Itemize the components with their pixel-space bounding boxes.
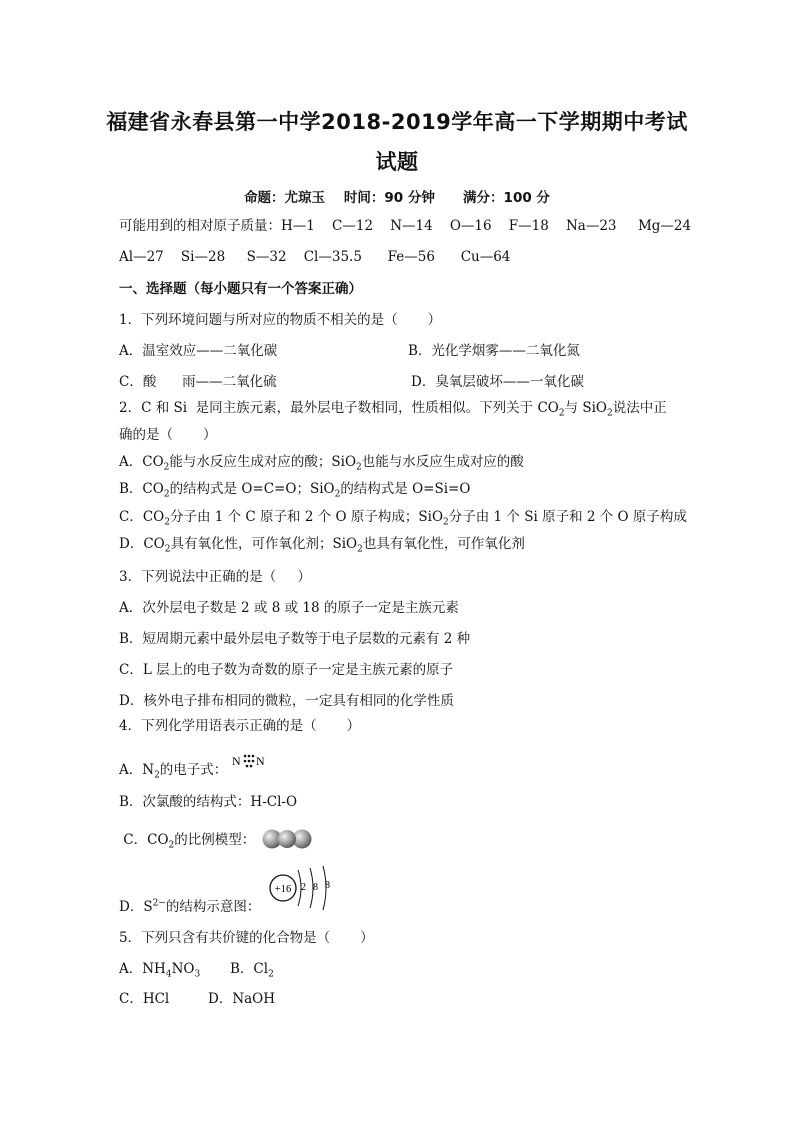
- n2-left-atom: N: [232, 754, 241, 768]
- q5-stem: 5．下列只含有共价键的化合物是（ ）: [119, 930, 374, 946]
- q1-stem: 1．下列环境问题与所对应的物质不相关的是（ ）: [119, 312, 442, 328]
- nucleus-charge: +16: [274, 884, 292, 895]
- n2-electron-formula-figure: [232, 752, 268, 772]
- q4-option-a: A．$N_2$的电子式：: [119, 762, 228, 781]
- exam-title-line1: 福建省永春县第一中学2018-2019学年高一下学期期中考试: [106, 110, 688, 134]
- atomic-masses-line2: Al—27 Si—28 S—32 Cl—35.5 Fe—56 Cu—64: [119, 249, 511, 265]
- atomic-masses-line1: 可能用到的相对原子质量：H—1 C—12 N—14 O—16 F—18 Na—23 Mg—24: [119, 218, 692, 234]
- q5-option-a: A．$NH_4NO_3$: [119, 961, 201, 980]
- exam-meta: 命题：尤琼玉 时间：90 分钟 满分：100 分: [244, 190, 550, 206]
- q3-option-d: D．核外电子排布相同的微粒，一定具有相同的化学性质: [119, 693, 454, 709]
- q2-stem-line2: 确的是（ ）: [119, 427, 217, 443]
- s2-ion-structure-diagram: [268, 864, 334, 912]
- shell-electrons-3: 8: [325, 880, 330, 891]
- q5-option-c: C．HCl: [119, 991, 170, 1007]
- q3-stem: 3．下列说法中正确的是（ ）: [119, 569, 312, 585]
- q2-option-a: A．$CO_2$能与水反应生成对应的酸；SiO$_2$也能与水反应生成对应的酸: [119, 454, 524, 473]
- co2-carbon-ball: [278, 830, 296, 848]
- q1-option-b: B．光化学烟雾——二氧化氮: [408, 343, 580, 359]
- q2-option-d: D．$CO_2$具有氧化性，可作氧化剂；SiO$_2$也具有氧化性，可作氧化剂: [119, 536, 525, 555]
- section-heading: 一、选择题（每小题只有一个答案正确）: [119, 281, 362, 297]
- co2-space-filling-model: [262, 826, 312, 852]
- q4-stem: 4．下列化学用语表示正确的是（ ）: [119, 718, 361, 734]
- q2-option-b: B．$CO_2$的结构式是 O=C=O；SiO$_2$的结构式是 O=Si=O: [119, 481, 471, 500]
- q2-stem: 2．C 和 Si 是同主族元素，最外层电子数相同，性质相似。下列关于 $CO_2$与 SiO$_2$说法中正: [119, 400, 667, 419]
- q3-option-a: A．次外层电子数是 2 或 8 或 18 的原子一定是主族元素: [119, 600, 459, 616]
- exam-title-line2: 试题: [375, 150, 419, 174]
- q5-option-d: D．NaOH: [208, 991, 276, 1007]
- shell-electrons-1: 2: [301, 882, 306, 893]
- q1-option-c: C．酸 雨——二氧化硫: [119, 374, 277, 390]
- q3-option-c: C．L 层上的电子数为奇数的原子一定是主族元素的原子: [119, 662, 454, 678]
- shell-electrons-2: 8: [313, 882, 318, 893]
- q1-option-d: D．臭氧层破坏——一氧化碳: [411, 374, 584, 390]
- n2-right-atom: N: [256, 754, 265, 768]
- q5-option-b: B．$Cl_2$: [230, 961, 274, 980]
- q4-option-b: B．次氯酸的结构式：H-Cl-O: [119, 794, 298, 810]
- n2-electron-dots: [244, 755, 255, 768]
- q2-option-c: C．$CO_2$分子由 1 个 C 原子和 2 个 O 原子构成；SiO$_2$分子由 1 个 Si 原子和 2 个 O 原子构成: [119, 509, 687, 528]
- q1-option-a: A．温室效应——二氧化碳: [119, 343, 278, 359]
- q4-option-c: C．$CO_2$的比例模型：: [119, 832, 256, 851]
- q4-option-d: D．$S^{2-}$的结构示意图：: [119, 898, 261, 915]
- q3-option-b: B．短周期元素中最外层电子数等于电子层数的元素有 2 种: [119, 631, 471, 647]
